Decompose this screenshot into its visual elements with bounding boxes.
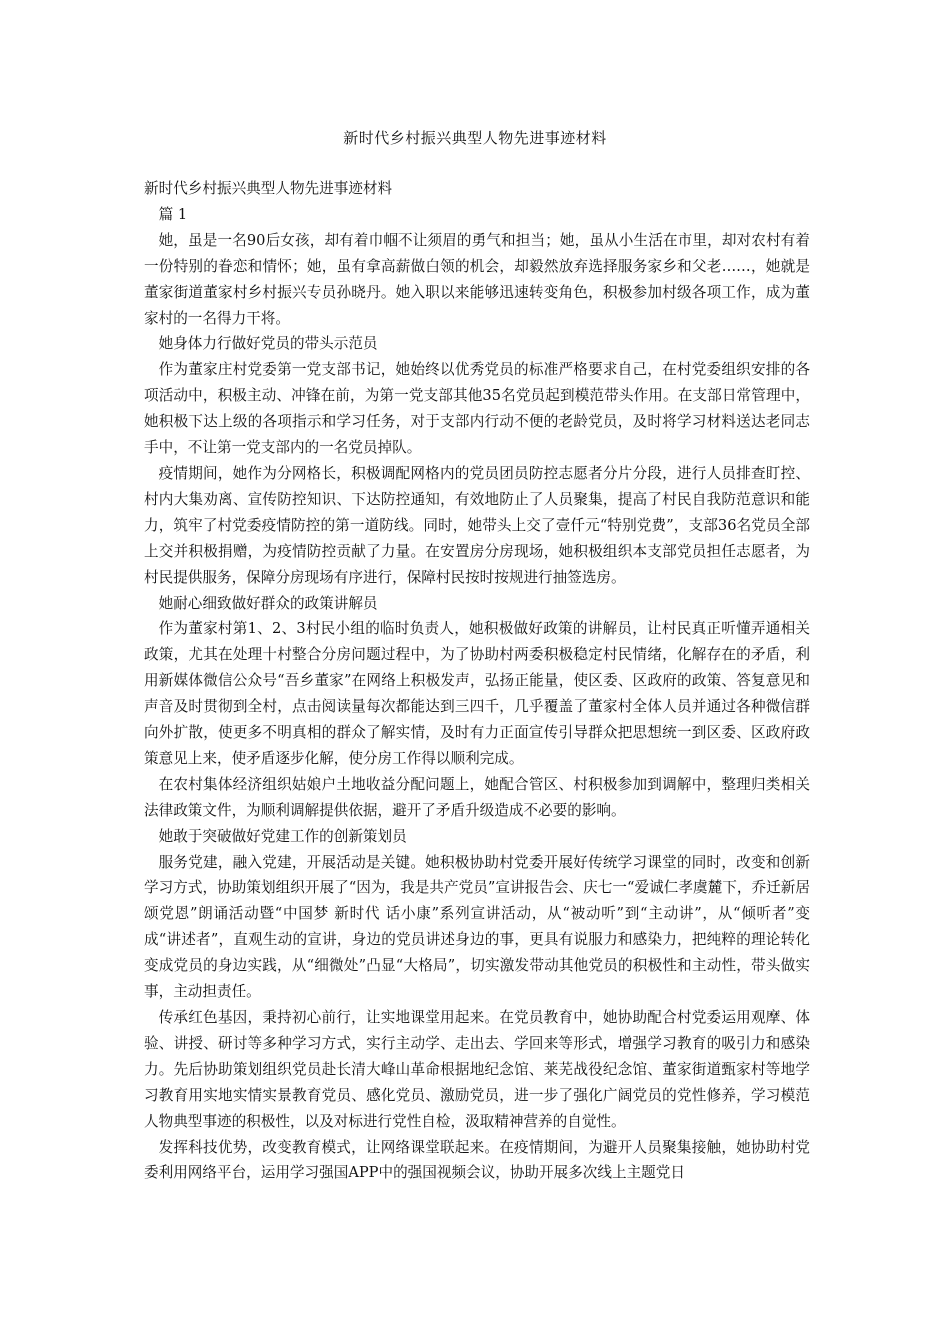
heading-policy-explainer: 她耐心细致做好群众的政策讲解员 [158,594,378,612]
document-subtitle: 新时代乡村振兴典型人物先进事迹材料 [144,180,393,197]
paragraph-land-mediation: 在农村集体经济组织姑娘户土地收益分配问题上，她配合管区、村积极参加到调解中，整理归类相关法律政策文件，为顺利调解提供依据，避开了矛盾升级造成不必要的影响。 [144,775,810,819]
paragraph-epidemic-work: 疫情期间，她作为分网格长，积极调配网格内的党员团员防控志愿者分片分段，进行人员排查盯控、村内大集劝离、宣传防控知识、下达防控通知，有效地防止了人员聚集，提高了村民自我防范意识和能力，筑牢了村党委疫情防控的第一道防线。同时，她带头上交了壹仟元“特别党费”，支部36名党员全部上交并积极捐赠，为疫情防控贡献了力量。在安置房分房现场，她积极组织本支部党员担任志愿者，为村民提供服务，保障分房现场有序进行，保障村民按时按规进行抽签选房。 [144,464,810,586]
paragraph-policy-work: 作为董家村第1、2、3村民小组的临时负责人，她积极做好政策的讲解员，让村民真正听懂弄通相关政策，尤其在处理十村整合分房问题过程中，为了协助村两委积极稳定村民情绪，化解存在的矛盾，利用新媒体微信公众号“吾乡董家”在网络上积极发声，弘扬正能量，使区委、区政府的政策、答复意见和声音及时贯彻到全村，点击阅读量每次都能达到三四千，几乎覆盖了董家村全体人员并通过各种微信群向外扩散，使更多不明真相的群众了解实情，及时有力正面宣传引导群众把思想统一到区委、区政府政策意见上来，使矛盾逐步化解，使分房工作得以顺利完成。 [144,620,810,767]
section-label: 篇 1 [158,205,188,223]
paragraph-party-activities: 服务党建，融入党建，开展活动是关键。她积极协助村党委开展好传统学习课堂的同时，改变和创新学习方式，协助策划组织开展了“因为，我是共产党员”宣讲报告会、庆七一“爱诚仁孝虞麓下，乔迁新居颂党恩”朗诵活动暨“中国梦 新时代 话小康”系列宣讲活动，从“被动听”到“主动讲”，从“倾听者”变成“讲述者”，直观生动的宣讲，身边的党员讲述身边的事，更具有说服力和感染力，把纯粹的理论转化变成党员的身边实践，从“细微处”凸显“大格局”，切实激发带动其他党员的积极性和主动性，带头做实事，主动担责任。 [144,853,810,1001]
paragraph-intro: 她，虽是一名90后女孩，却有着巾帼不让须眉的勇气和担当；她，虽从小生活在市里，却对农村有着一份特别的眷恋和情怀；她，虽有拿高薪做白领的机会，却毅然放弃选择服务家乡和父老……，她就是董家街道董家村乡村振兴专员孙晓丹。她入职以来能够迅速转变角色，积极参加村级各项工作，成为董家村的一名得力干将。 [144,231,810,327]
document-header-title: 新时代乡村振兴典型人物先进事迹材料 [343,129,607,147]
paragraph-branch-secretary: 作为董家庄村党委第一党支部书记，她始终以优秀党员的标准严格要求自己，在村党委组织安排的各项活动中，积极主动、冲锋在前，为第一党支部其他35名党员起到模范带头作用。在支部日常管理中，她积极下达上级的各项指示和学习任务，对于支部内行动不便的老龄党员，及时将学习材料送达老同志手中，不让第一党支部内的一名党员掉队。 [144,361,810,457]
heading-innovative-planner: 她敢于突破做好党建工作的创新策划员 [158,827,407,845]
heading-exemplary-party-member: 她身体力行做好党员的带头示范员 [158,335,378,353]
paragraph-online-classroom: 发挥科技优势，改变教育模式，让网络课堂联起来。在疫情期间，为避开人员聚集接触，她协助村党委利用网络平台，运用学习强国APP中的强国视频会议，协助开展多次线上主题党日 [144,1138,810,1182]
paragraph-red-gene: 传承红色基因，秉持初心前行，让实地课堂用起来。在党员教育中，她协助配合村党委运用观摩、体验、讲授、研讨等多种学习方式，实行主动学、走出去、学回来等形式，增强学习教育的吸引力和感染力。先后协助策划组织党员赴长清大峰山革命根据地纪念馆、莱芜战役纪念馆、董家街道甄家村等地学习教育用实地实情实景教育党员、感化党员、激励党员，进一步了强化广阔党员的党性修养，学习模范人物典型事迹的积极性，以及对标进行党性自检，汲取精神营养的自觉性。 [144,1009,810,1130]
document-body [144,176,810,1186]
